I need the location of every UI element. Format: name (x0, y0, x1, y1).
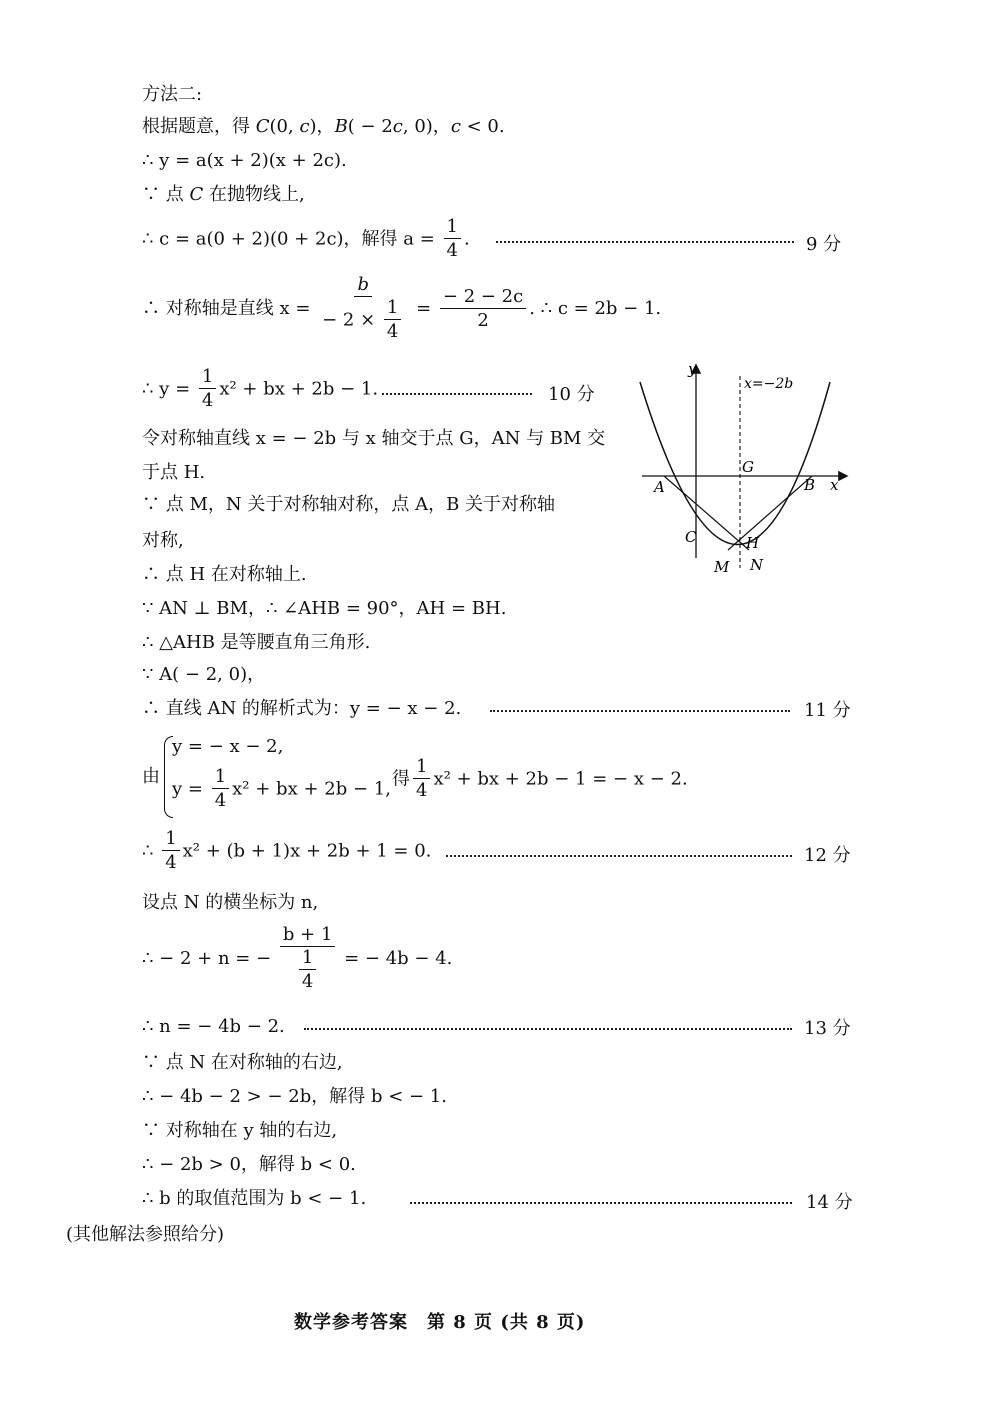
dot-leader (410, 1202, 792, 1204)
point-M: M (714, 558, 730, 576)
dot-leader (382, 393, 532, 395)
line-21: ∵ 点 N 在对称轴的右边, (142, 1052, 343, 1073)
denominator: 4 (446, 240, 458, 261)
numerator: 1 (413, 756, 430, 779)
t: x² + bx + 2b − 1 = − x − 2. (433, 768, 688, 790)
t: ∵ 点 (142, 184, 190, 205)
score-10: 10 分 (548, 384, 595, 405)
line-6 (142, 366, 378, 413)
t: 在抛物线上, (203, 184, 305, 205)
fraction (280, 924, 336, 994)
point-C: C (685, 528, 697, 546)
numerator: b (354, 274, 372, 297)
line-20: ∴ n = − 4b − 2. (142, 1016, 285, 1037)
line-11: ∴ 点 H 在对称轴上. (142, 564, 307, 585)
fraction (199, 366, 216, 413)
point-A: A (654, 478, 665, 496)
score-14: 14 分 (806, 1192, 853, 1213)
page-footer: 数学参考答案 第 8 页 (共 8 页) (294, 1312, 586, 1333)
fraction (299, 947, 316, 994)
point-H: H (746, 534, 760, 552)
t: c (392, 116, 403, 137)
line-23: ∵ 对称轴在 y 轴的右边, (142, 1120, 338, 1141)
dot-leader (446, 855, 792, 857)
t: = − 4b − 4. (338, 948, 453, 969)
parabola-curve (640, 382, 830, 545)
system-result (392, 756, 688, 803)
line-1 (142, 116, 505, 138)
line-25: ∴ b 的取值范围为 b < − 1. (142, 1188, 367, 1209)
fraction (162, 828, 179, 875)
line-10: 对称, (142, 530, 184, 551)
t: . (463, 228, 470, 250)
line-BM (728, 476, 812, 550)
score-13: 13 分 (804, 1018, 851, 1039)
y-label: y (688, 362, 697, 378)
line-3 (142, 184, 305, 206)
parabola-figure (632, 362, 852, 580)
line-17 (142, 828, 431, 875)
numerator: − 2 − 2c (440, 286, 526, 309)
numerator: 1 (444, 216, 461, 239)
system-row-2 (172, 766, 391, 813)
t: x² + (b + 1)x + 2b + 1 = 0. (182, 840, 432, 862)
line-7: 令对称轴直线 x = − 2b 与 x 轴交于点 G，AN 与 BM 交 (142, 428, 606, 449)
t: . ∴ c = 2b − 1. (529, 298, 662, 319)
t: x² + bx + 2b − 1. (219, 378, 379, 400)
denominator (319, 297, 407, 344)
numerator: 1 (384, 297, 401, 320)
fraction (413, 756, 430, 803)
line-4 (142, 216, 470, 263)
line-12: ∵ AN ⊥ BM，∴ ∠AHB = 90°，AH = BH. (142, 598, 507, 619)
line-2: ∴ y = a(x + 2)(x + 2c). (142, 150, 347, 171)
numerator: 1 (162, 828, 179, 851)
score-11: 11 分 (804, 700, 851, 721)
method-title: 方法二: (142, 84, 203, 105)
t: C (255, 116, 270, 137)
point-B: B (804, 476, 816, 494)
line-15: ∴ 直线 AN 的解析式为：y = − x − 2. (142, 698, 462, 719)
t: y = (172, 778, 209, 800)
axis-equation: x=−2b (744, 376, 794, 392)
denominator (293, 947, 322, 994)
denominator: 2 (477, 309, 489, 331)
note: (其他解法参照给分) (66, 1224, 225, 1245)
t: − 2 × (322, 309, 381, 331)
fraction (319, 274, 407, 344)
fraction (384, 297, 401, 344)
system-row-1: y = − x − 2, (172, 736, 284, 757)
denominator: 4 (301, 971, 314, 992)
fraction (440, 286, 526, 333)
score-9: 9 分 (806, 234, 842, 255)
dot-leader (490, 710, 790, 712)
line-18: 设点 N 的横坐标为 n, (142, 892, 319, 913)
t: < 0. (460, 116, 505, 137)
fraction (444, 216, 461, 263)
line-9: ∵ 点 M，N 关于对称轴对称，点 A，B 关于对称轴 (142, 494, 556, 515)
fraction (212, 766, 229, 813)
score-12: 12 分 (804, 845, 851, 866)
t: 得 (392, 768, 410, 790)
dot-leader (496, 241, 794, 243)
denominator: 4 (201, 390, 214, 411)
denominator: 4 (214, 790, 227, 811)
dot-leader (304, 1028, 792, 1030)
line-14: ∵ A( − 2, 0)， (142, 664, 266, 685)
t: B (334, 116, 348, 137)
denominator: 4 (416, 780, 428, 801)
line-8: 于点 H. (142, 462, 206, 483)
line-19 (142, 924, 452, 994)
t: c (450, 116, 461, 137)
line-22: ∴ − 4b − 2 > − 2b，解得 b < − 1. (142, 1086, 447, 1107)
t: )， (309, 116, 335, 137)
numerator: 1 (299, 947, 316, 970)
point-N: N (750, 556, 764, 574)
denominator: 4 (165, 852, 177, 873)
t: , 0)， (402, 116, 451, 137)
x-label: x (830, 476, 839, 494)
numerator: 1 (212, 766, 229, 789)
t: C (189, 184, 204, 205)
t: = (410, 298, 437, 319)
numerator: 1 (199, 366, 216, 389)
numerator: b + 1 (280, 924, 336, 947)
t: ∴ (142, 840, 160, 862)
t: c (299, 116, 310, 137)
t: ( − 2 (347, 116, 393, 137)
by-label: 由 (142, 766, 160, 787)
t: x² + bx + 2b − 1, (232, 778, 391, 800)
line-24: ∴ − 2b > 0，解得 b < 0. (142, 1154, 356, 1175)
t: ∴ − 2 + n = − (142, 948, 277, 969)
t: ∴ y = (142, 378, 196, 400)
line-13: ∴ △AHB 是等腰直角三角形. (142, 632, 371, 653)
denominator: 4 (386, 321, 399, 342)
point-G: G (742, 458, 754, 476)
line-5 (142, 274, 661, 344)
t: (0, (269, 116, 300, 137)
t: ∴ c = a(0 + 2)(0 + 2c)，解得 a = (142, 228, 441, 250)
t: 根据题意，得 (142, 116, 256, 137)
t: ∴ 对称轴是直线 x = (142, 298, 317, 319)
line-AN (664, 476, 749, 550)
